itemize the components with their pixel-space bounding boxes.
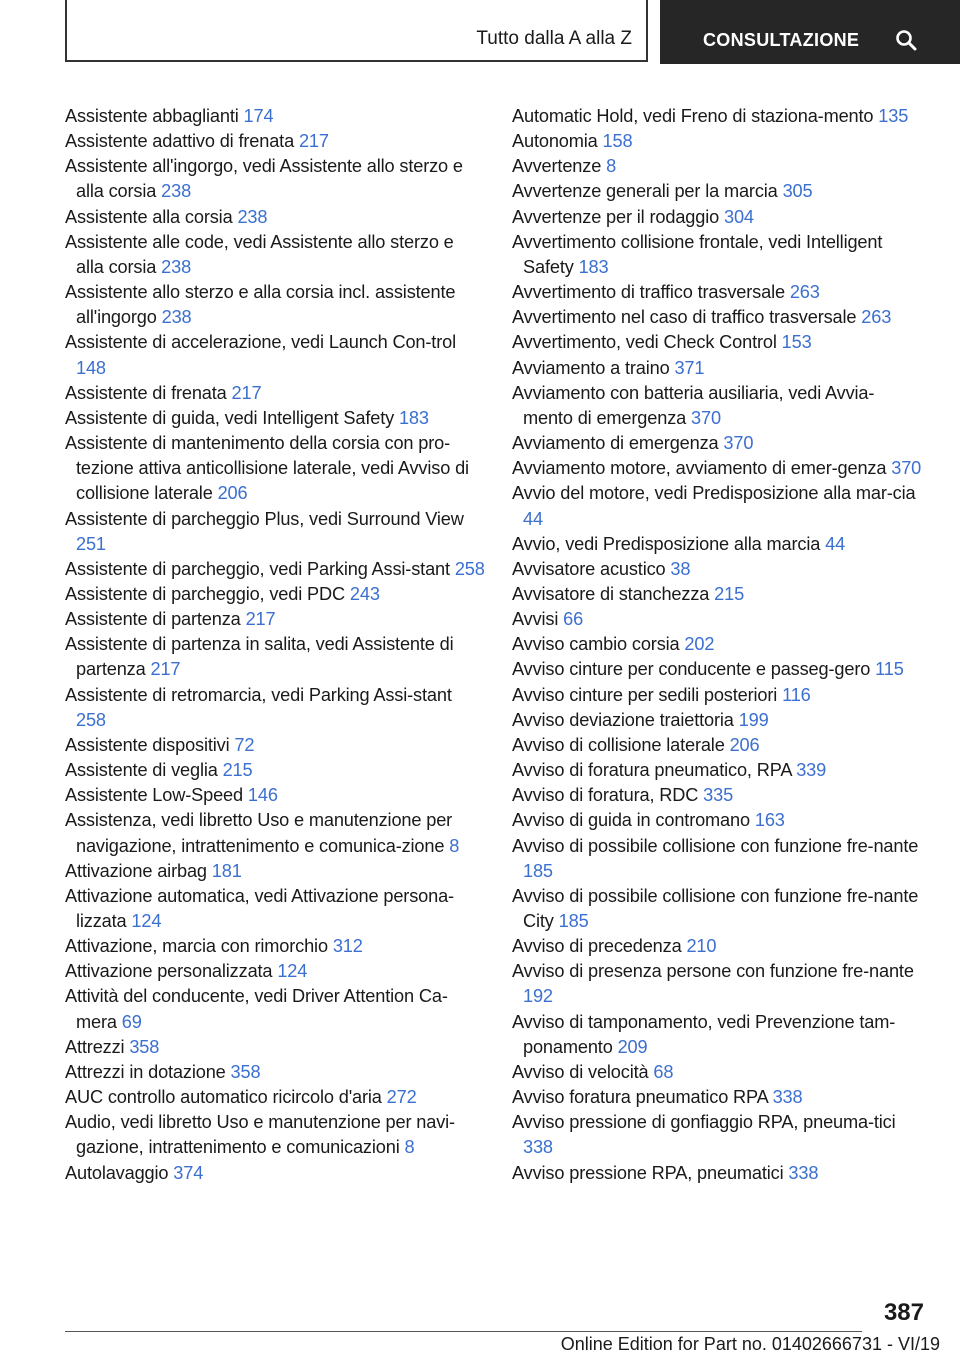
- index-entry: [65, 330, 485, 380]
- index-entry-page-link[interactable]: 135: [878, 106, 909, 126]
- index-entry: [512, 104, 924, 129]
- index-entry-page-link[interactable]: 115: [875, 659, 904, 680]
- index-entry: [512, 431, 924, 456]
- index-entry-term: Attrezzi in dotazione: [65, 1061, 226, 1082]
- index-entry-page-link[interactable]: 370: [691, 407, 721, 428]
- index-entry-term: Assistente alla corsia: [65, 206, 233, 227]
- index-entry-term: Assistente di guida, vedi Intelligent Safety: [65, 407, 395, 428]
- index-entry-page-link[interactable]: 72: [234, 734, 255, 755]
- index-entry-page-link[interactable]: 243: [349, 583, 380, 604]
- index-entry-term: Avviso di guida in contromano: [512, 810, 750, 831]
- index-entry: [512, 808, 924, 833]
- index-entry: [65, 959, 485, 984]
- index-entry-term: Avvertimento collisione frontale, vedi Intelligent Safety: [512, 231, 883, 277]
- index-entry-term: Assistente allo sterzo e alla corsia incl. assistente all'ingorgo: [65, 282, 456, 328]
- index-entry-page-link[interactable]: 358: [129, 1036, 160, 1057]
- index-entry-page-link[interactable]: 238: [161, 181, 192, 202]
- tab-consultazione[interactable]: [660, 0, 960, 64]
- index-entry-term: Avviso deviazione traiettoria: [512, 709, 734, 730]
- index-entry-term: Assistente adattivo di frenata: [65, 131, 295, 152]
- index-entry-page-link[interactable]: 8: [606, 156, 617, 177]
- index-entry: [65, 1085, 485, 1110]
- index-entry: [512, 456, 924, 481]
- index-entry-page-link[interactable]: 238: [237, 206, 268, 227]
- index-entry-page-link[interactable]: 44: [523, 508, 543, 529]
- index-entry-page-link[interactable]: 183: [578, 256, 609, 277]
- index-entry-page-link[interactable]: 374: [173, 1162, 204, 1183]
- index-entry-page-link[interactable]: 339: [796, 760, 827, 781]
- index-entry-page-link[interactable]: 312: [332, 936, 363, 957]
- index-entry-page-link[interactable]: 305: [782, 181, 813, 202]
- index-entry: [65, 557, 485, 582]
- index-entry-term: Assistente di retromarcia, vedi Parking Assi-stant: [65, 684, 452, 705]
- index-entry: [512, 884, 924, 934]
- index-entry-page-link[interactable]: 304: [723, 206, 754, 227]
- index-entry-term: Assistente di partenza in salita, vedi Assistente di partenza: [65, 634, 454, 680]
- index-entry: [512, 557, 924, 582]
- index-entry: [512, 632, 924, 657]
- index-entry-term: Attivazione airbag: [65, 860, 207, 881]
- index-entry-term: Avviso pressione RPA, pneumatici: [512, 1162, 784, 1183]
- index-entry: [512, 1085, 924, 1110]
- index-entry-term: Avvertimento di traffico trasversale: [512, 282, 785, 303]
- index-entry: [512, 1060, 924, 1085]
- index-entry: [65, 683, 485, 733]
- index-entry-page-link[interactable]: 215: [222, 760, 253, 781]
- index-entry-page-link[interactable]: 183: [398, 407, 429, 428]
- index-entry-term: Attivazione, marcia con rimorchio: [65, 936, 328, 957]
- index-entry-term: Assistente alle code, vedi Assistente allo sterzo e alla corsia: [65, 231, 454, 277]
- index-entry: [512, 657, 924, 682]
- page-header: [0, 0, 960, 66]
- index-entry-term: Attività del conducente, vedi Driver Attention Ca-mera: [65, 986, 448, 1032]
- index-entry-term: Attivazione personalizzata: [65, 961, 273, 982]
- index-entry-term: Assistenza, vedi libretto Uso e manutenzione per navigazione, intrattenimento e comunica-zione: [65, 810, 453, 856]
- index-entry-page-link[interactable]: 358: [230, 1061, 261, 1082]
- index-entry-term: Avviamento motore, avviamento di emer-genza: [512, 458, 887, 479]
- index-entry: [512, 1010, 924, 1060]
- index-entry: [65, 1161, 485, 1186]
- index-entry-page-link[interactable]: 8: [404, 1137, 415, 1158]
- index-entry-term: AUC controllo automatico ricircolo d'aria: [65, 1087, 382, 1108]
- index-entry-page-link[interactable]: 215: [714, 583, 745, 604]
- index-entry: [65, 154, 485, 204]
- index-entry: [65, 582, 485, 607]
- index-entry-term: Avviamento di emergenza: [512, 433, 719, 454]
- index-entry: [65, 632, 485, 682]
- index-entry: [512, 205, 924, 230]
- index-entry: [65, 431, 485, 506]
- index-entry-page-link[interactable]: 338: [788, 1162, 819, 1183]
- index-entry: [65, 406, 485, 431]
- index-entry-page-link[interactable]: 263: [789, 282, 820, 303]
- index-entry: [512, 280, 924, 305]
- section-title: Tutto dalla A alla Z: [476, 28, 632, 49]
- index-entry-page-link[interactable]: 238: [161, 256, 192, 277]
- index-entry-page-link[interactable]: 116: [782, 684, 811, 705]
- index-entry: [512, 733, 924, 758]
- index-entry-page-link[interactable]: 263: [861, 307, 892, 328]
- index-entry-term: Attivazione automatica, vedi Attivazione persona-lizzata: [65, 885, 454, 931]
- index-entry-term: Avvisatore acustico: [512, 558, 666, 579]
- index-entry-page-link[interactable]: 258: [76, 709, 106, 730]
- index-entry-term: Avviso pressione di gonfiaggio RPA, pneuma-tici: [512, 1112, 896, 1133]
- index-entry: [65, 783, 485, 808]
- index-entry: [512, 305, 924, 330]
- index-entry-page-link[interactable]: 158: [602, 131, 633, 152]
- index-entry: [512, 683, 924, 708]
- index-entry: [65, 733, 485, 758]
- index-entry-page-link[interactable]: 163: [754, 810, 785, 831]
- index-entry-page-link[interactable]: 338: [523, 1137, 553, 1158]
- index-entry: [512, 381, 924, 431]
- index-entry: [512, 330, 924, 355]
- index-entry: [512, 154, 924, 179]
- index-entry-page-link[interactable]: 148: [76, 357, 106, 378]
- index-entry: [512, 934, 924, 959]
- index-entry-page-link[interactable]: 217: [245, 609, 276, 630]
- index-entry-term: Avviso foratura pneumatico RPA: [512, 1087, 768, 1108]
- index-entry: [65, 507, 485, 557]
- index-entry-term: Avvertenze generali per la marcia: [512, 181, 778, 202]
- index-entry-term: Avviso di collisione laterale: [512, 734, 725, 755]
- index-entry-term: Assistente di parcheggio, vedi Parking Assi-stant: [65, 558, 450, 579]
- index-entry-page-link[interactable]: 44: [825, 533, 846, 554]
- index-entry-page-link[interactable]: 66: [563, 609, 584, 630]
- index-entry-term: Assistente di frenata: [65, 382, 227, 403]
- index-entry-term: Assistente abbaglianti: [65, 106, 239, 126]
- index-entry-page-link[interactable]: 335: [703, 785, 734, 806]
- index-entry-page-link[interactable]: 68: [653, 1061, 674, 1082]
- index-entry-page-link[interactable]: 153: [781, 332, 812, 353]
- index-entry: [65, 884, 485, 934]
- index-entry-term: Assistente dispositivi: [65, 734, 230, 755]
- index-entry-term: Avvisatore di stanchezza: [512, 583, 710, 604]
- index-entry-term: Avviso di possibile collisione con funzione fre-nante: [512, 835, 919, 856]
- index-entry: [65, 1110, 485, 1160]
- index-entry: [512, 607, 924, 632]
- index-entry-term: Avviso cinture per sedili posteriori: [512, 684, 778, 705]
- index-entry-term: Avviso di presenza persone con funzione fre-nante: [512, 961, 914, 982]
- index-entry: [65, 984, 485, 1034]
- index-entry-page-link[interactable]: 69: [121, 1011, 142, 1032]
- index-entry: [512, 783, 924, 808]
- index-entry-page-link[interactable]: 210: [686, 936, 717, 957]
- index-entry: [512, 1110, 924, 1160]
- index-entry-term: Avviso di tamponamento, vedi Prevenzione tam-ponamento: [512, 1011, 896, 1057]
- index-entry-term: Assistente di accelerazione, vedi Launch Con-trol: [65, 332, 456, 353]
- index-entry-term: Avvertenze: [512, 156, 602, 177]
- index-entry-page-link[interactable]: 217: [231, 382, 262, 403]
- index-entry-term: Assistente all'ingorgo, vedi Assistente allo sterzo e alla corsia: [65, 156, 463, 202]
- index-entry: [512, 959, 924, 1009]
- index-entry-term: Assistente di parcheggio Plus, vedi Surround View: [65, 508, 464, 529]
- index-entry-term: Avvisi: [512, 609, 559, 630]
- index-entry: [65, 280, 485, 330]
- index-entry-page-link[interactable]: 124: [277, 961, 308, 982]
- search-icon[interactable]: [895, 29, 917, 51]
- index-entry: [65, 1035, 485, 1060]
- index-entry-page-link[interactable]: 185: [558, 911, 589, 931]
- index-entry-page-link[interactable]: 206: [217, 483, 248, 504]
- index-entry: [65, 808, 485, 858]
- index-entry-page-link[interactable]: 238: [161, 307, 192, 328]
- index-entry-term: Avvertimento nel caso di traffico trasversale: [512, 307, 857, 328]
- index-entry-page-link[interactable]: 338: [772, 1087, 803, 1108]
- index-entry: [512, 834, 924, 884]
- index-entry-page-link[interactable]: 146: [247, 785, 278, 806]
- index-entry-term: Avviso cinture per conducente e passeg-gero: [512, 659, 871, 680]
- index-entry-page-link[interactable]: 251: [76, 533, 106, 554]
- index-entry-page-link[interactable]: 185: [523, 860, 553, 881]
- section-title-box: [65, 0, 648, 62]
- index-entry-page-link[interactable]: 370: [891, 458, 922, 479]
- index-entry-term: Assistente di veglia: [65, 760, 218, 781]
- index-entry-term: Assistente Low-Speed: [65, 785, 243, 806]
- index-entry-page-link[interactable]: 181: [211, 860, 242, 881]
- index-entry: [512, 179, 924, 204]
- index-entry: [65, 230, 485, 280]
- index-entry-term: Avviamento con batteria ausiliaria, vedi Avvia-mento di emergenza: [512, 382, 875, 428]
- index-entry-page-link[interactable]: 192: [523, 986, 553, 1007]
- index-entry-term: Avviso di foratura, RDC: [512, 785, 699, 806]
- index-entry-page-link[interactable]: 8: [449, 835, 460, 856]
- index-entry-page-link[interactable]: 206: [729, 734, 760, 755]
- index-entry-term: Avvertimento, vedi Check Control: [512, 332, 777, 353]
- page-number: 387: [883, 1299, 924, 1326]
- index-entry: [512, 582, 924, 607]
- index-entry-term: Autonomia: [512, 131, 598, 152]
- index-entry-page-link[interactable]: 217: [150, 659, 181, 680]
- index-entry-term: Avviamento a traino: [512, 357, 670, 378]
- index-entry: [65, 205, 485, 230]
- index-entry: [512, 708, 924, 733]
- index-entry-term: Assistente di partenza: [65, 609, 241, 630]
- tab-label: CONSULTAZIONE: [703, 30, 860, 50]
- index-entry: [65, 104, 485, 129]
- index-entry: [65, 758, 485, 783]
- index-entry-term: Assistente di mantenimento della corsia con pro-tezione attiva anticollisione laterale, vedi Avviso di collisione laterale: [65, 433, 469, 504]
- index-entry: [65, 1060, 485, 1085]
- index-entry-page-link[interactable]: 209: [617, 1036, 648, 1057]
- index-entry-page-link[interactable]: 38: [670, 558, 691, 579]
- index-entry-page-link[interactable]: 272: [386, 1087, 417, 1108]
- index-entry-term: Automatic Hold, vedi Freno di staziona-mento: [512, 106, 874, 126]
- footer-divider: [65, 1331, 862, 1332]
- index-entry-page-link[interactable]: 124: [131, 911, 162, 931]
- index-entry-term: Avviso di foratura pneumatico, RPA: [512, 760, 792, 781]
- index-entry-page-link[interactable]: 258: [454, 558, 485, 579]
- index-entry-term: Audio, vedi libretto Uso e manutenzione per navi-gazione, intrattenimento e comunicazioni: [65, 1112, 455, 1158]
- index-entry: [512, 230, 924, 280]
- index-entry: [512, 356, 924, 381]
- index-entry: [512, 1161, 924, 1186]
- index-entry-term: Avvio del motore, vedi Predisposizione alla mar-cia: [512, 483, 916, 504]
- index-entry-term: Avviso di velocità: [512, 1061, 649, 1082]
- index-entry: [65, 607, 485, 632]
- index-entry-term: Avviso di possibile collisione con funzione fre-nante City: [512, 885, 919, 931]
- index-entry-page-link[interactable]: 174: [243, 106, 274, 126]
- index-entry: [65, 859, 485, 884]
- index-entry: [65, 129, 485, 154]
- index-entry-term: Attrezzi: [65, 1036, 125, 1057]
- index-entry: [512, 758, 924, 783]
- index-entry-term: Avviso di precedenza: [512, 936, 682, 957]
- index-column-left: [65, 104, 485, 1186]
- index-entry-term: Avviso cambio corsia: [512, 634, 680, 655]
- index-entry-page-link[interactable]: 202: [684, 634, 715, 655]
- index-entry-page-link[interactable]: 371: [674, 357, 705, 378]
- index-entry: [65, 934, 485, 959]
- index-entry-term: Avvertenze per il rodaggio: [512, 206, 720, 227]
- index-column-right: [512, 104, 924, 1186]
- index-entry-page-link[interactable]: 199: [738, 709, 769, 730]
- index-entry: [65, 381, 485, 406]
- index-entry: [512, 532, 924, 557]
- index-entry-page-link[interactable]: 217: [298, 131, 329, 152]
- index-entry-term: Autolavaggio: [65, 1162, 169, 1183]
- index-entry-page-link[interactable]: 370: [723, 433, 754, 454]
- index-entry-term: Avvio, vedi Predisposizione alla marcia: [512, 533, 821, 554]
- footer-edition: Online Edition for Part no. 01402666731 - VI/19: [560, 1334, 940, 1354]
- index-entry-term: Assistente di parcheggio, vedi PDC: [65, 583, 345, 604]
- index-entry: [512, 129, 924, 154]
- index-entry: [512, 481, 924, 531]
